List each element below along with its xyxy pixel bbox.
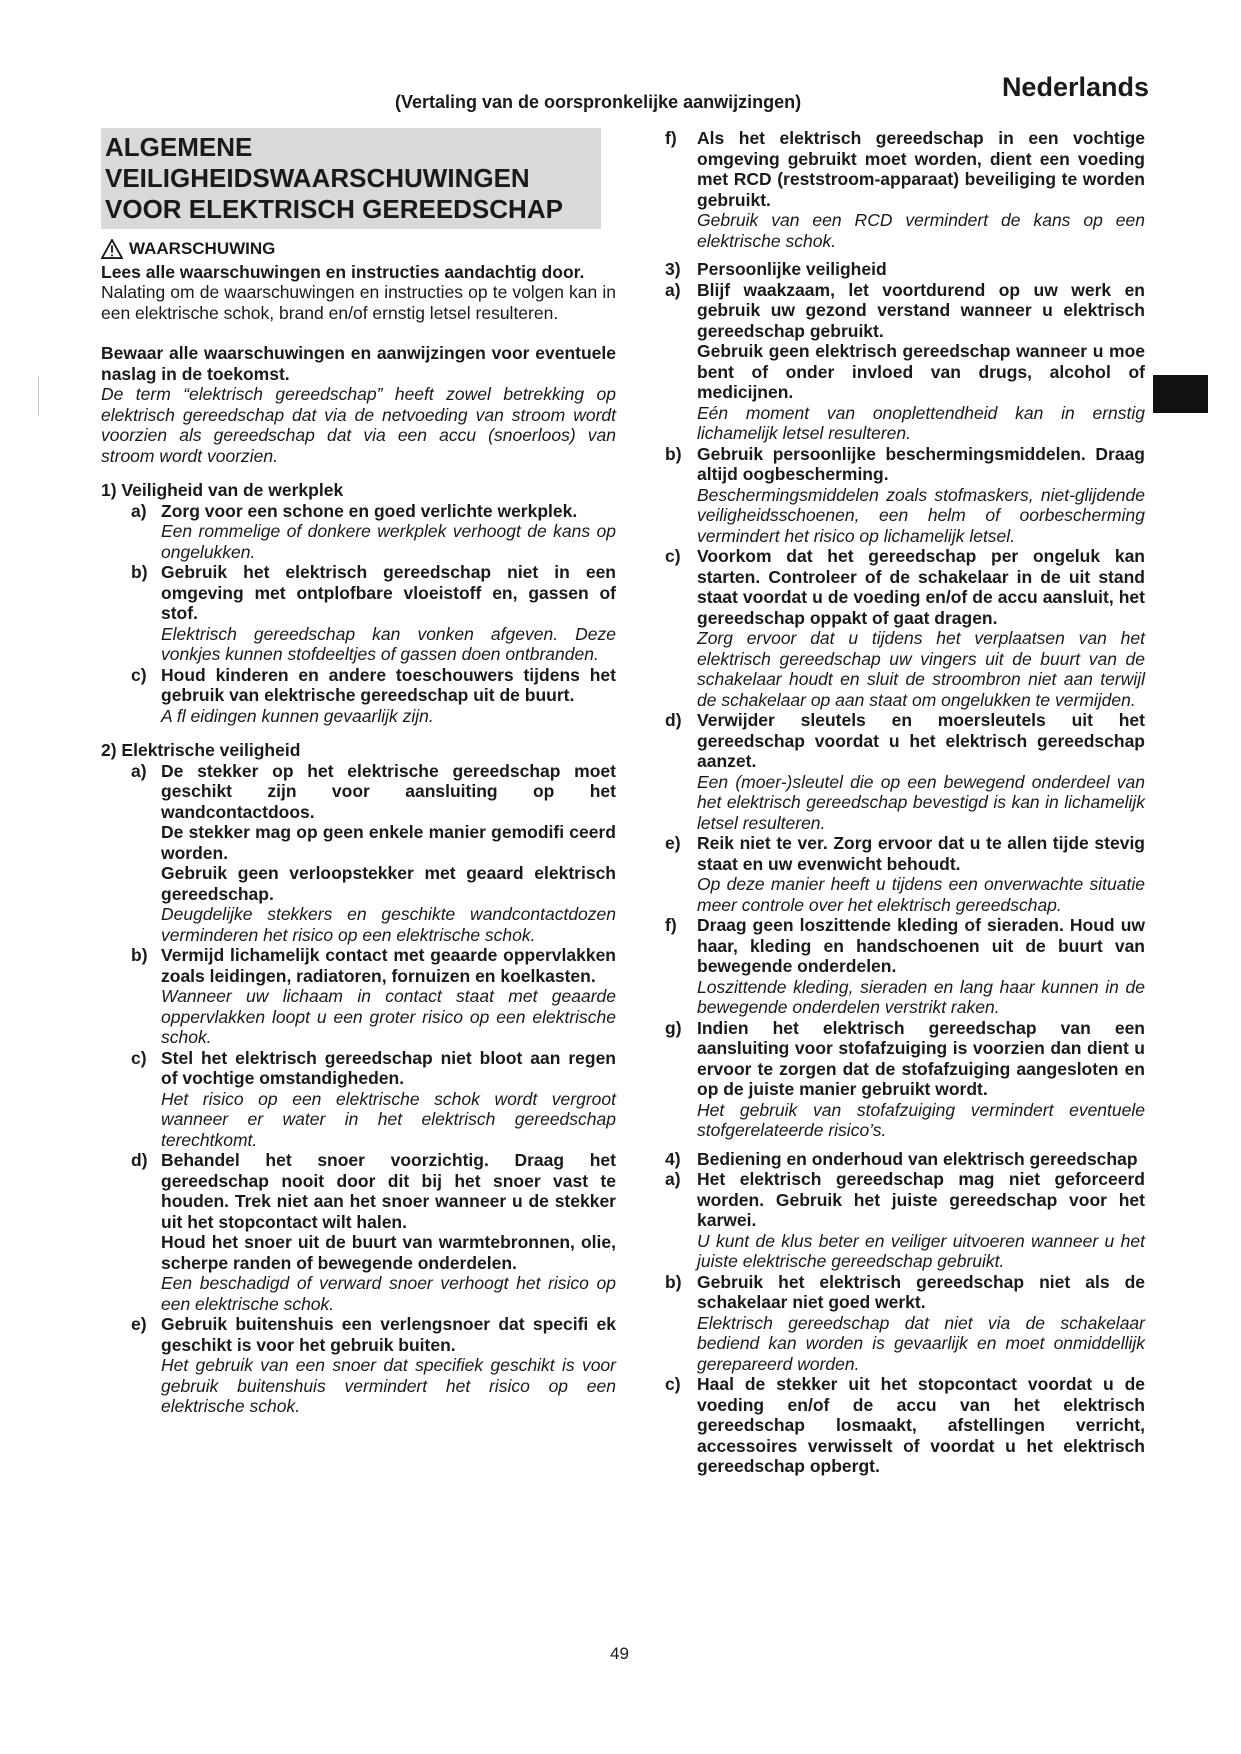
s2-d-italic: Een beschadigd of verward snoer verhoogt het risico op een elektrische schok. [161, 1273, 616, 1314]
item-label: a) [665, 279, 681, 300]
s3-item-a [665, 280, 1145, 444]
section-2-title: 2) Elektrische veiligheid [101, 740, 301, 760]
s3-item-d [665, 710, 1145, 833]
s3-item-g [665, 1018, 1145, 1141]
s4-item-a [665, 1169, 1145, 1272]
s3-a-bold-2: Gebruik geen elektrisch gereedschap wanneer u moe bent of onder invloed van drugs, alcohol of medicijnen. [697, 341, 1145, 402]
section-number: 3) [665, 259, 681, 279]
right-column [665, 128, 1145, 1477]
s2-a-bold-3: Gebruik geen verloopstekker met geaard elektrisch gereedschap. [161, 863, 616, 904]
s2-item-d [131, 1150, 616, 1314]
s3-f-bold: Draag geen loszittende kleding of sieraden. Houd uw haar, kleding en handschoenen uit de buurt van bewegende onderdelen. [697, 915, 1145, 976]
s3-g-bold: Indien het elektrisch gereedschap van een aansluiting voor stofafzuiging is voorzien dan dient u ervoor te zorgen dat de stofafzuiging aangesloten en op de juiste manier gebruikt wordt. [697, 1017, 1145, 1099]
s1-a-bold: Zorg voor een schone en goed verlichte werkplek. [161, 500, 578, 521]
s2-b-italic: Wanneer uw lichaam in contact staat met geaarde oppervlakken loopt u een groter risico op een elektrische schok. [161, 986, 616, 1047]
s3-a-italic: Eén moment van onoplettendheid kan in ernstig lichamelijk letsel resulteren. [697, 402, 1145, 443]
s2-c-bold: Stel het elektrisch gereedschap niet bloot aan regen of vochtige omstandigheden. [161, 1047, 616, 1088]
item-label: c) [131, 1047, 147, 1068]
section-4-heading [665, 1149, 1145, 1170]
section-3-title: Persoonlijke veiligheid [697, 259, 887, 279]
s3-item-c [665, 546, 1145, 710]
s1-item-b [131, 562, 616, 665]
s1-c-italic: A fl eidingen kunnen gevaarlijk zijn. [161, 705, 434, 726]
s2-a-italic: Deugdelijke stekkers en geschikte wandcontactdozen verminderen het risico op een elektrische schok. [161, 904, 616, 945]
s1-b-bold: Gebruik het elektrisch gereedschap niet in een omgeving met ontplofbare vloeistoff en, gassen of stof. [161, 562, 616, 623]
item-label: f) [665, 128, 677, 148]
item-label: c) [665, 1374, 681, 1394]
s2-item-e [131, 1314, 616, 1417]
item-label: b) [665, 443, 682, 464]
item-label: a) [131, 500, 147, 521]
item-label: c) [665, 546, 681, 566]
item-label: b) [131, 562, 148, 582]
s3-e-italic: Op deze manier heeft u tijdens een onverwachte situatie meer controle over het elektrisch gereedschap. [697, 874, 1145, 915]
s3-d-italic: Een (moer-)sleutel die op een bewegend onderdeel van het elektrisch gereedschap bevestigd is kan in lichamelijk letsel resulteren. [697, 771, 1145, 833]
s2-f-italic: Gebruik van een RCD vermindert de kans op een elektrische schok. [697, 210, 1145, 251]
s2-item-b [131, 945, 616, 1048]
s1-c-bold: Houd kinderen en andere toeschouwers tijdens het gebruik van elektrische gereedschap uit de buurt. [161, 664, 616, 705]
s4-b-italic: Elektrisch gereedschap dat niet via de schakelaar bediend kan worden is gevaarlijk en moet onmiddellijk gerepareerd worden. [697, 1312, 1145, 1374]
left-column [101, 128, 616, 1417]
intro-keep-italic: De term “elektrisch gereedschap” heeft zowel betrekking op elektrisch gereedschap dat via de netvoeding van stroom wordt voorzien als gereedschap dat via een accu (snoerloos) van stroom wordt voorzien. [101, 384, 616, 466]
s4-b-bold: Gebruik het elektrisch gereedschap niet als de schakelaar niet goed werkt. [697, 1271, 1145, 1312]
language-tab-marker [1153, 375, 1208, 413]
item-label: g) [665, 1017, 682, 1038]
s4-item-c [665, 1374, 1145, 1477]
s2-item-a [131, 761, 616, 946]
item-label: a) [131, 760, 147, 781]
s1-a-italic: Een rommelige of donkere werkplek verhoogt de kans op ongelukken. [161, 521, 616, 562]
translation-subtitle: (Vertaling van de oorspronkelijke aanwijzingen) [395, 92, 802, 112]
item-label: b) [131, 945, 148, 965]
s1-item-a [131, 501, 616, 563]
s4-c-bold: Haal de stekker uit het stopcontact voordat u de voeding en/of de accu van het elektrisch gereedschap losmaakt, afstellingen verricht, accessoires verwisselt of voordat u het elektrisch gereedschap opbergt. [697, 1374, 1145, 1476]
section-3-heading [665, 259, 1145, 280]
s2-d-bold-2: Houd het snoer uit de buurt van warmtebronnen, olie, scherpe randen of bewegende onderdelen. [161, 1232, 616, 1273]
s4-a-italic: U kunt de klus beter en veiliger uitvoeren wanneer u het juiste elektrische gereedschap gebruikt. [697, 1230, 1145, 1271]
intro-read-text: Nalating om de waarschuwingen en instructies op te volgen kan in een elektrische schok, brand en/of ernstig letsel resulteren. [101, 282, 616, 323]
item-label: f) [665, 915, 677, 935]
section-1-title: 1) Veiligheid van de werkplek [101, 480, 344, 500]
item-label: c) [131, 664, 147, 685]
s3-g-italic: Het gebruik van stofafzuiging vermindert eventuele stofgerelateerde risico’s. [697, 1099, 1145, 1140]
item-label: d) [665, 710, 682, 730]
s3-b-italic: Beschermingsmiddelen zoals stofmaskers, niet-glijdende veiligheidsschoenen, een helm of oorbescherming vermindert het risico op lichamelijk letsel. [697, 484, 1145, 546]
warning-triangle-icon [101, 239, 123, 259]
s3-b-bold: Gebruik persoonlijke beschermingsmiddelen. Draag altijd oogbescherming. [697, 443, 1145, 484]
s3-d-bold: Verwijder sleutels en moersleutels uit het gereedschap voordat u het elektrisch gereedschap aanzet. [697, 710, 1145, 771]
s1-item-c [131, 665, 616, 727]
page-number: 49 [610, 1644, 629, 1663]
item-label: a) [665, 1169, 681, 1189]
s2-d-bold-1: Behandel het snoer voorzichtig. Draag het gereedschap nooit door dit bij het snoer vast te houden. Trek niet aan het snoer wanneer u de stekker uit het stopcontact wilt halen. [161, 1150, 616, 1232]
s3-f-italic: Loszittende kleding, sieraden en lang haar kunnen in de bewegende onderdelen verstrikt raken. [697, 976, 1145, 1017]
s2-f-bold: Als het elektrisch gereedschap in een vochtige omgeving gebruikt moet worden, dient een voeding met RCD (reststroom-apparaat) beveiliging te worden gebruikt. [697, 128, 1145, 210]
s4-item-b [665, 1272, 1145, 1375]
s3-a-bold-1: Blijf waakzaam, let voortdurend op uw werk en gebruik uw gezond verstand wanneer u elektrisch gereedschap gebruikt. [697, 279, 1145, 341]
s3-item-f [665, 915, 1145, 1018]
s2-e-italic: Het gebruik van een snoer dat specifiek geschikt is voor gebruik buitenshuis vermindert het risico op een elektrische schok. [161, 1355, 616, 1416]
s2-item-c [131, 1048, 616, 1151]
s3-c-bold: Voorkom dat het gereedschap per ongeluk kan starten. Controleer of de schakelaar in de uit stand staat voordat u de voeding en/of de accu aansluit, het gereedschap oppakt of gaat dragen. [697, 546, 1145, 628]
s2-e-bold: Gebruik buitenshuis een verlengsnoer dat specifi ek geschikt is voor het gebruik buiten. [161, 1314, 616, 1355]
s2-b-bold: Vermijd lichamelijk contact met geaarde oppervlakken zoals leidingen, radiatoren, fornuizen en koelkasten. [161, 945, 616, 986]
intro-read-bold: Lees alle waarschuwingen en instructies aandachtig door. [101, 261, 585, 282]
section-4-title: Bediening en onderhoud van elektrisch gereedschap [697, 1148, 1138, 1169]
s2-c-italic: Het risico op een elektrische schok wordt vergroot wanneer er water in het elektrisch gereedschap terechtkomt. [161, 1088, 616, 1150]
item-label: b) [665, 1271, 682, 1292]
s3-item-e [665, 833, 1145, 915]
warning-label: WAARSCHUWING [129, 239, 276, 258]
item-label: e) [665, 833, 681, 853]
language-label: Nederlands [1001, 72, 1149, 102]
s3-c-italic: Zorg ervoor dat u tijdens het verplaatsen van het elektrisch gereedschap uw vingers uit de buurt van de schakelaar houdt en sluit de stroombron niet aan terwijl de schakelaar op aan staat om ongelukken te vermijden. [697, 628, 1145, 710]
s3-item-b [665, 444, 1145, 547]
s4-a-bold: Het elektrisch gereedschap mag niet geforceerd worden. Gebruik het juiste gereedschap voor het karwei. [697, 1169, 1145, 1230]
s1-b-italic: Elektrisch gereedschap kan vonken afgeven. Deze vonkjes kunnen stofdeeltjes of gassen doen ontbranden. [161, 623, 616, 664]
section-title: ALGEMENE VEILIGHEIDSWAARSCHUWINGEN VOOR ELEKTRISCH GEREEDSCHAP [101, 128, 601, 229]
s2-a-bold-2: De stekker mag op geen enkele manier gemodifi ceerd worden. [161, 822, 616, 863]
margin-mark [38, 376, 39, 416]
intro-keep-bold: Bewaar alle waarschuwingen en aanwijzingen voor eventuele naslag in de toekomst. [101, 343, 616, 384]
section-number: 4) [665, 1148, 681, 1169]
s3-e-bold: Reik niet te ver. Zorg ervoor dat u te allen tijde stevig staat en uw evenwicht behoudt. [697, 833, 1145, 874]
item-label: d) [131, 1150, 148, 1170]
s2-item-f [665, 128, 1145, 251]
warning-heading [101, 239, 616, 260]
s2-a-bold-1: De stekker op het elektrische gereedschap moet geschikt zijn voor aansluiting op het wandcontactdoos. [161, 760, 616, 822]
item-label: e) [131, 1314, 147, 1334]
